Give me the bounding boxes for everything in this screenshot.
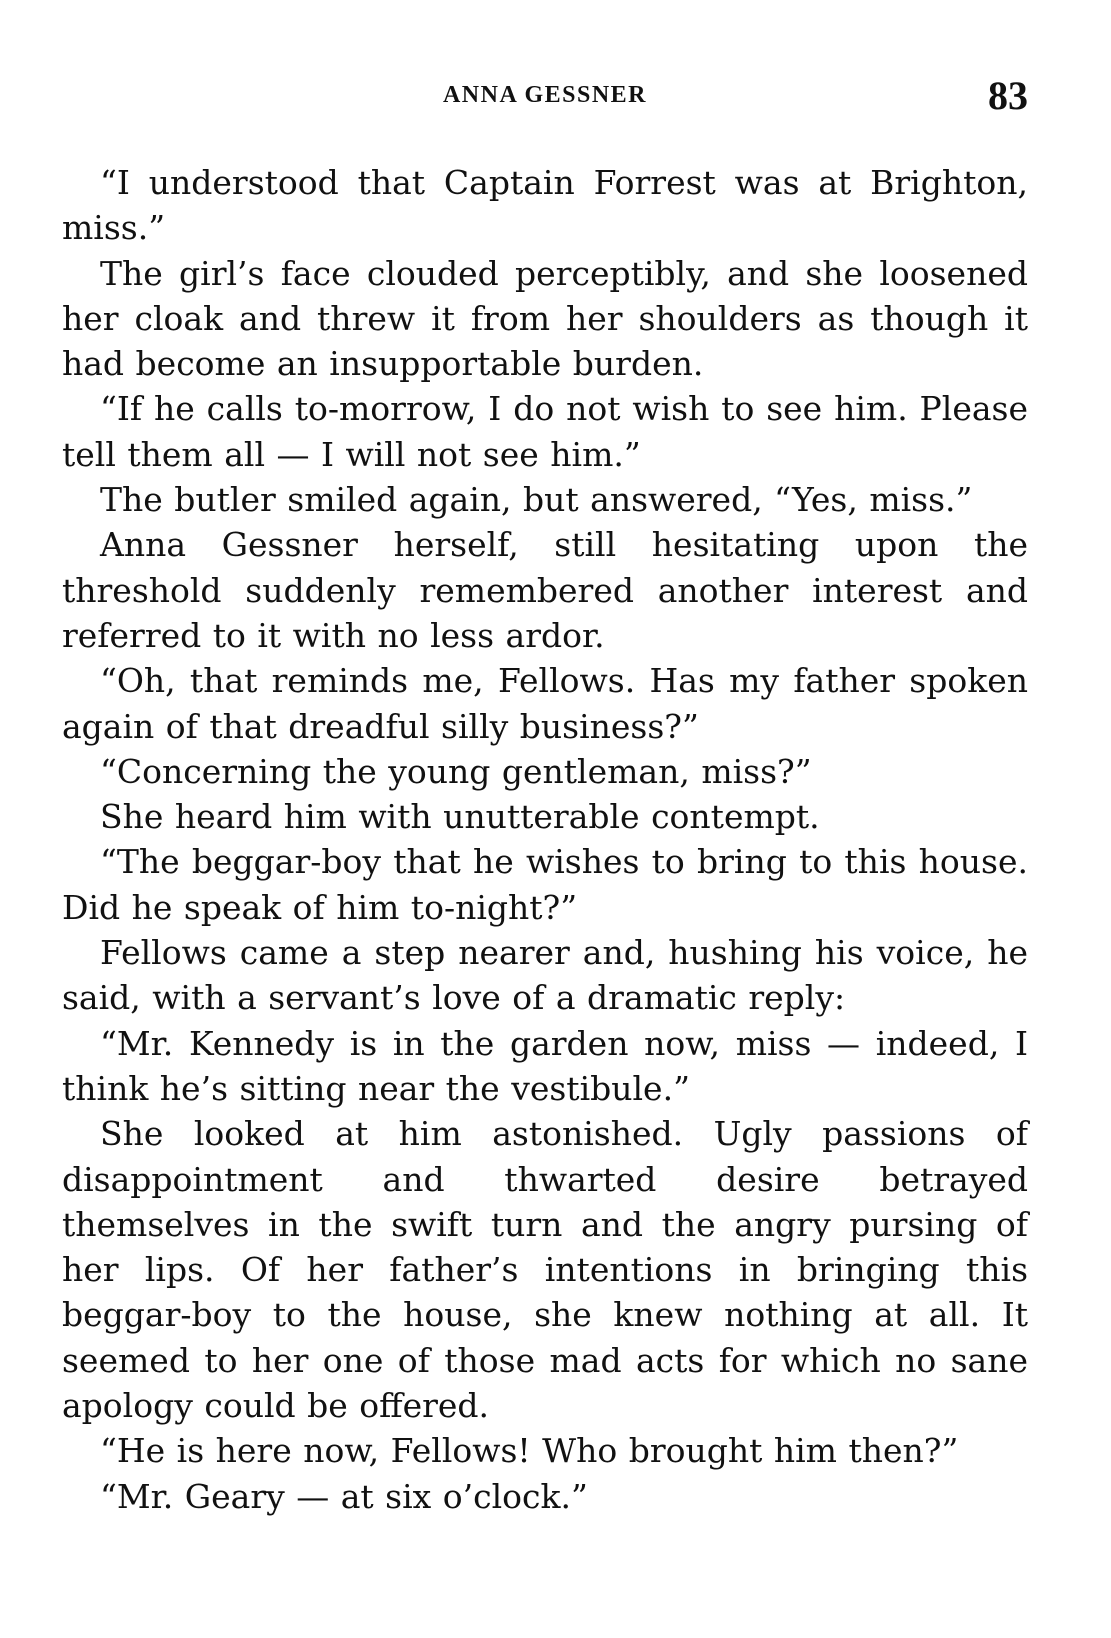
- body-text: [62, 160, 1028, 1519]
- paragraph: “If he calls to-morrow, I do not wish to see him. Please tell them all — I will not see him.”: [62, 389, 1028, 474]
- paragraph: “Mr. Kennedy is in the garden now, miss — indeed, I think he’s sitting near the vestibule.”: [62, 1023, 1028, 1108]
- paragraph: She looked at him astonished. Ugly passions of disappointment and thwarted desire betrayed themselves in the swift turn and the angry pursing of her lips. Of her father’s intentions in bringing this beggar-boy to the house, she knew nothing at all. It seemed to her one of those mad acts for which no sane apology could be offered.: [62, 1114, 1028, 1426]
- page-number: 83: [988, 73, 1028, 118]
- paragraph: The butler smiled again, but answered, “Yes, miss.”: [100, 480, 973, 520]
- paragraph: “I understood that Captain Forrest was at Brighton, miss.”: [62, 163, 1028, 248]
- paragraph: “Oh, that reminds me, Fellows. Has my father spoken again of that dreadful silly business?”: [62, 661, 1028, 746]
- paragraph: “The beggar-boy that he wishes to bring to this house. Did he speak of him to-night?”: [62, 842, 1028, 927]
- paragraph: Anna Gessner herself, still hesitating upon the threshold suddenly remembered another interest and referred to it with no less ardor.: [62, 525, 1028, 655]
- paragraph: The girl’s face clouded perceptibly, and she loosened her cloak and threw it from her shoulders as though it had become an insupportable burden.: [62, 253, 1028, 384]
- paragraph: “Concerning the young gentleman, miss?”: [100, 751, 812, 791]
- paragraph: “Mr. Geary — at six o’clock.”: [100, 1476, 588, 1516]
- paragraph: She heard him with unutterable contempt.: [100, 797, 820, 837]
- running-header: [62, 70, 1028, 120]
- running-title: ANNA GESSNER: [442, 82, 648, 108]
- paragraph: Fellows came a step nearer and, hushing his voice, he said, with a servant’s love of a dramatic reply:: [62, 933, 1028, 1018]
- paragraph: “He is here now, Fellows! Who brought him then?”: [100, 1431, 959, 1471]
